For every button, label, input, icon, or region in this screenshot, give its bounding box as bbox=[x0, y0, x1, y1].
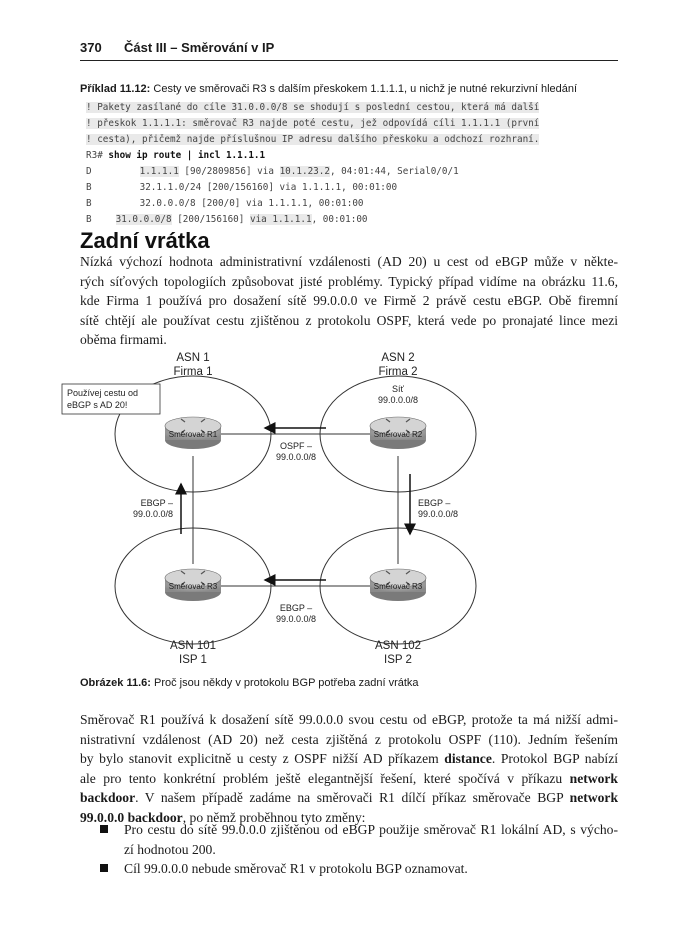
keyword-network: network bbox=[569, 790, 619, 805]
text-line: kde Firma 1 používá pro dosažení sítě 99.0.0.0 ve Firmě 2 právě cestu eBGP. Obě firemní bbox=[80, 293, 618, 308]
isp2-label: ISP 2 bbox=[384, 654, 412, 666]
route-row: D 1.1.1.1 [90/2809856] via 10.1.23.2, 04:01:44, Serial0/0/1 bbox=[86, 166, 459, 177]
router-label-r2: Směrovač R2 bbox=[373, 430, 423, 439]
text-line: backdoor. V našem případě zadáme na směrovači R1 dílčí příkaz směrovače BGP network bbox=[80, 790, 619, 805]
running-title: Část III – Směrování v IP bbox=[124, 40, 275, 55]
text-line: ale pro tento konkrétní problém ještě elegantnější řešení, které spočívá v příkazu network bbox=[80, 770, 618, 786]
route-row: B 32.1.1.0/24 [200/156160] via 1.1.1.1, 00:01:00 bbox=[86, 182, 398, 193]
page-number: 370 bbox=[80, 40, 102, 55]
ebgp-bottom-label: EBGP – bbox=[279, 603, 313, 613]
isp1-label: ISP 1 bbox=[179, 654, 207, 666]
text-line: sítě chtějí ale používat cestu zjištěnou z protokolu OSPF, která vede po pronajaté lince mezi bbox=[80, 312, 618, 328]
code-command-line bbox=[86, 148, 265, 164]
figure-caption bbox=[80, 677, 419, 689]
bullet-icon bbox=[100, 864, 108, 872]
asn101-label: ASN 101 bbox=[169, 640, 217, 652]
code-comment-1: ! Pakety zasílané do cíle 31.0.0.0/8 se shodují s poslední cestou, která má další bbox=[86, 102, 540, 113]
firma1-label: Firma 1 bbox=[173, 366, 213, 378]
figure-label: Obrázek 11.6: bbox=[80, 677, 151, 689]
section-title: Zadní vrátka bbox=[80, 228, 210, 253]
site-label: Síť bbox=[392, 384, 404, 394]
site-network: 99.0.0.0/8 bbox=[377, 395, 419, 405]
list-item bbox=[100, 820, 618, 860]
route-row: B 32.0.0.0/8 [200/0] via 1.1.1.1, 00:01:00 bbox=[86, 198, 364, 209]
keyword-distance: distance bbox=[444, 751, 492, 766]
code-comment-3: ! cesta), přičemž najde příslušnou IP adresu dalšího přeskoku a odchozí rozhraní. bbox=[86, 134, 540, 145]
code-prompt: R3# bbox=[86, 150, 103, 161]
keyword-backdoor: backdoor bbox=[80, 790, 136, 805]
asn1-label: ASN 1 bbox=[176, 352, 210, 364]
text-line: Nízká výchozí hodnota administrativní vzdálenosti (AD 20) u cest od eBGP může v někte- bbox=[80, 254, 618, 269]
paragraph-backdoor bbox=[80, 710, 618, 827]
router-label-r3-isp1: Směrovač R3 bbox=[168, 582, 218, 591]
asn2-label: ASN 2 bbox=[381, 352, 415, 364]
text-line: by bylo stanovit explicitně u cesty z OSPF nižší AD příkazem distance. Protokol BGP nabízí bbox=[80, 751, 619, 766]
text-line: Pro cestu do sítě 99.0.0.0 zjištěnou od eBGP použije směrovač R1 lokální AD, s výcho- bbox=[124, 822, 618, 837]
text-line: 99.0.0.0 backdoor, po němž proběhnou tyto změny: bbox=[80, 809, 366, 825]
network-diagram bbox=[67, 348, 618, 670]
text-line: nistrativní vzdálenost (AD 20) než cesta zjištěná z protokolu OSPF (110). Jedním řešením bbox=[80, 731, 618, 747]
ebgp-left-network: 99.0.0.0/8 bbox=[132, 509, 173, 519]
figure-caption-text: Proč jsou někdy v protokolu BGP potřeba zadní vrátka bbox=[154, 677, 419, 689]
text-line: oběma firmami. bbox=[80, 332, 167, 347]
keyword-network: network bbox=[569, 770, 618, 786]
callout-line-1: Používej cestu od bbox=[67, 388, 139, 398]
route-row: B 31.0.0.0/8 [200/156160] via 1.1.1.1, 00:01:00 bbox=[86, 214, 368, 225]
callout-line-2: eBGP s AD 20! bbox=[67, 400, 128, 410]
text-line: Cíl 99.0.0.0 nebude směrovač R1 v protokolu BGP oznamovat. bbox=[124, 861, 468, 876]
code-comment-2: ! přeskok 1.1.1.1: směrovač R3 najde poté cestu, jež odpovídá cíli 1.1.1.1 (první bbox=[86, 118, 540, 129]
list-item bbox=[100, 859, 618, 879]
ospf-label: OSPF – bbox=[279, 441, 313, 451]
ebgp-left-label: EBGP – bbox=[140, 498, 173, 508]
header-rule bbox=[80, 60, 618, 61]
running-header bbox=[80, 40, 618, 60]
paragraph-intro bbox=[80, 252, 618, 350]
text-line: Směrovač R1 používá k dosažení sítě 99.0.0.0 svou cestu od eBGP, protože ta má nižší admi- bbox=[80, 712, 618, 727]
text-line: rých síťových topologiích způsobovat jisté problémy. Typický případ vidíme na obrázku 11.6, bbox=[80, 273, 618, 289]
ebgp-bottom-network: 99.0.0.0/8 bbox=[275, 614, 317, 624]
keyword-network-backdoor: 99.0.0.0 backdoor bbox=[80, 809, 183, 825]
text-line: zí hodnotou 200. bbox=[124, 841, 216, 857]
ebgp-right-label: EBGP – bbox=[418, 498, 451, 508]
asn102-label: ASN 102 bbox=[374, 640, 422, 652]
firma2-label: Firma 2 bbox=[378, 366, 418, 378]
example-caption-text: Cesty ve směrovači R3 s dalším přeskokem 1.1.1.1, u nichž je nutné rekurzivní hledání bbox=[153, 83, 578, 95]
router-label-r1: Směrovač R1 bbox=[168, 430, 218, 439]
router-label-r3-isp2: Směrovač R3 bbox=[373, 582, 423, 591]
code-command: show ip route | incl 1.1.1.1 bbox=[108, 150, 266, 161]
example-label: Příklad 11.12: bbox=[80, 83, 151, 95]
bullet-icon bbox=[100, 825, 108, 833]
ospf-network: 99.0.0.0/8 bbox=[275, 452, 317, 462]
ebgp-right-network: 99.0.0.0/8 bbox=[418, 509, 459, 519]
example-caption bbox=[80, 83, 640, 95]
